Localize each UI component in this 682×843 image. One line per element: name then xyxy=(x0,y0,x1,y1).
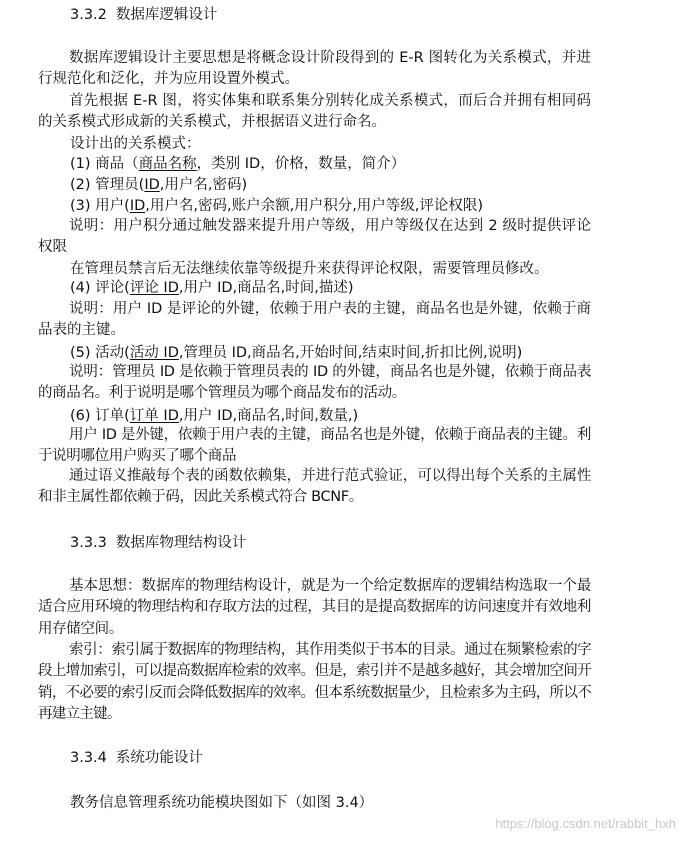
section-334-title: 系统功能设计 xyxy=(115,750,203,766)
relation-4-note: 说明：用户 ID 是评论的外键，依赖于用户表的主键，商品名也是外键，依赖于商品表的主键。 xyxy=(38,301,591,339)
relation-6-attrs: ,用户 ID,商品名,时间,数量,) xyxy=(178,408,359,424)
relation-4 xyxy=(70,278,354,298)
relation-6-note: 用户 ID 是外键，依赖于用户表的主键，商品名也是外键，依赖于商品表的主键。利于说明哪位用户购买了哪个商品 xyxy=(38,427,591,465)
relation-6-prefix: (6) 订单( xyxy=(70,408,130,424)
relation-3-note: 说明：用户积分通过触发器来提升用户等级，用户等级仅在达到 2 级时提供评论权限 xyxy=(38,218,591,256)
section-333-heading xyxy=(70,533,246,553)
section-334-heading xyxy=(70,748,203,768)
relation-2-prefix: (2) 管理员( xyxy=(70,177,145,193)
relation-1 xyxy=(70,154,405,174)
relation-4-key: 评论 ID xyxy=(129,280,179,296)
relation-5-attrs: ,管理员 ID,商品名,开始时间,结束时间,折扣比例,说明) xyxy=(178,345,523,361)
relation-2 xyxy=(70,175,247,195)
section-332-intro-1: 数据库逻辑设计主要思想是将概念设计阶段得到的 E-R 图转化为关系模式，并进行规范化和泛化，并为应用设置外模式。 xyxy=(38,50,591,88)
section-334-text: 教务信息管理系统功能模块图如下（如图 3.4） xyxy=(70,795,374,811)
relation-1-key: 商品名称 xyxy=(138,156,197,172)
section-333-number: 3.3.3 xyxy=(70,535,107,551)
section-333-index: 索引：索引属于数据库的物理结构，其作用类似于书本的目录。通过在频繁检索的字段上增加索引，可以提高数据库检索的效率。但是，索引并不是越多越好，其会增加空间开销，不必要的索引反而会降低数据库的效率。但本系统数据量少，且检索多为主码，所以不再建立主键。 xyxy=(38,642,591,722)
designed-relations-label: 设计出的关系模式： xyxy=(70,136,201,152)
relation-4-prefix: (4) 评论( xyxy=(70,280,130,296)
relation-3 xyxy=(70,196,483,216)
relation-2-key: ID xyxy=(144,177,160,193)
relation-3-key: ID xyxy=(129,198,146,214)
watermark: https://blog.csdn.net/rabbit_hxh xyxy=(495,816,676,831)
section-332-intro-2: 首先根据 E-R 图，将实体集和联系集分别转化成关系模式，而后合并拥有相同码的关系模式形成新的关系模式，并根据语义进行命名。 xyxy=(38,93,591,131)
relation-6-key: 订单 ID xyxy=(129,408,179,424)
relation-3-attrs: ,用户名,密码,账户余额,用户积分,用户等级,评论权限) xyxy=(145,198,484,214)
relation-5 xyxy=(70,343,522,363)
section-332-number: 3.3.2 xyxy=(70,7,107,23)
section-332-heading xyxy=(70,5,217,25)
relation-5-key: 活动 ID xyxy=(129,345,179,361)
relation-1-attrs: ，类别 ID，价格，数量，简介） xyxy=(196,156,406,172)
relation-4-attrs: ,用户 ID,商品名,时间,描述) xyxy=(178,280,354,296)
relation-1-prefix: (1) 商品（ xyxy=(70,156,139,172)
relation-2-attrs: ,用户名,密码) xyxy=(159,177,248,193)
section-332-title: 数据库逻辑设计 xyxy=(115,7,218,23)
section-334-number: 3.3.4 xyxy=(70,750,107,766)
relation-5-note: 说明：管理员 ID 是依赖于管理员表的 ID 的外键，商品名也是外键，依赖于商品表的商品名。利于说明是哪个管理员为哪个商品发布的活动。 xyxy=(38,364,591,402)
section-333-basic: 基本思想：数据库的物理结构设计，就是为一个给定数据库的逻辑结构选取一个最适合应用环境的物理结构和存取方法的过程，其目的是提高数据库的访问速度并有效地利用存储空间。 xyxy=(38,578,591,637)
relation-3-prefix: (3) 用户( xyxy=(70,198,130,214)
relation-6 xyxy=(70,406,358,426)
relation-3-note-2: 在管理员禁言后无法继续依靠等级提升来获得评论权限，需要管理员修改。 xyxy=(70,261,549,277)
section-332-conclusion: 通过语义推敲每个表的函数依赖集，并进行范式验证，可以得出每个关系的主属性和非主属性都依赖于码，因此关系模式符合 BCNF。 xyxy=(38,468,591,506)
relation-5-prefix: (5) 活动( xyxy=(70,345,130,361)
section-333-title: 数据库物理结构设计 xyxy=(115,535,247,551)
